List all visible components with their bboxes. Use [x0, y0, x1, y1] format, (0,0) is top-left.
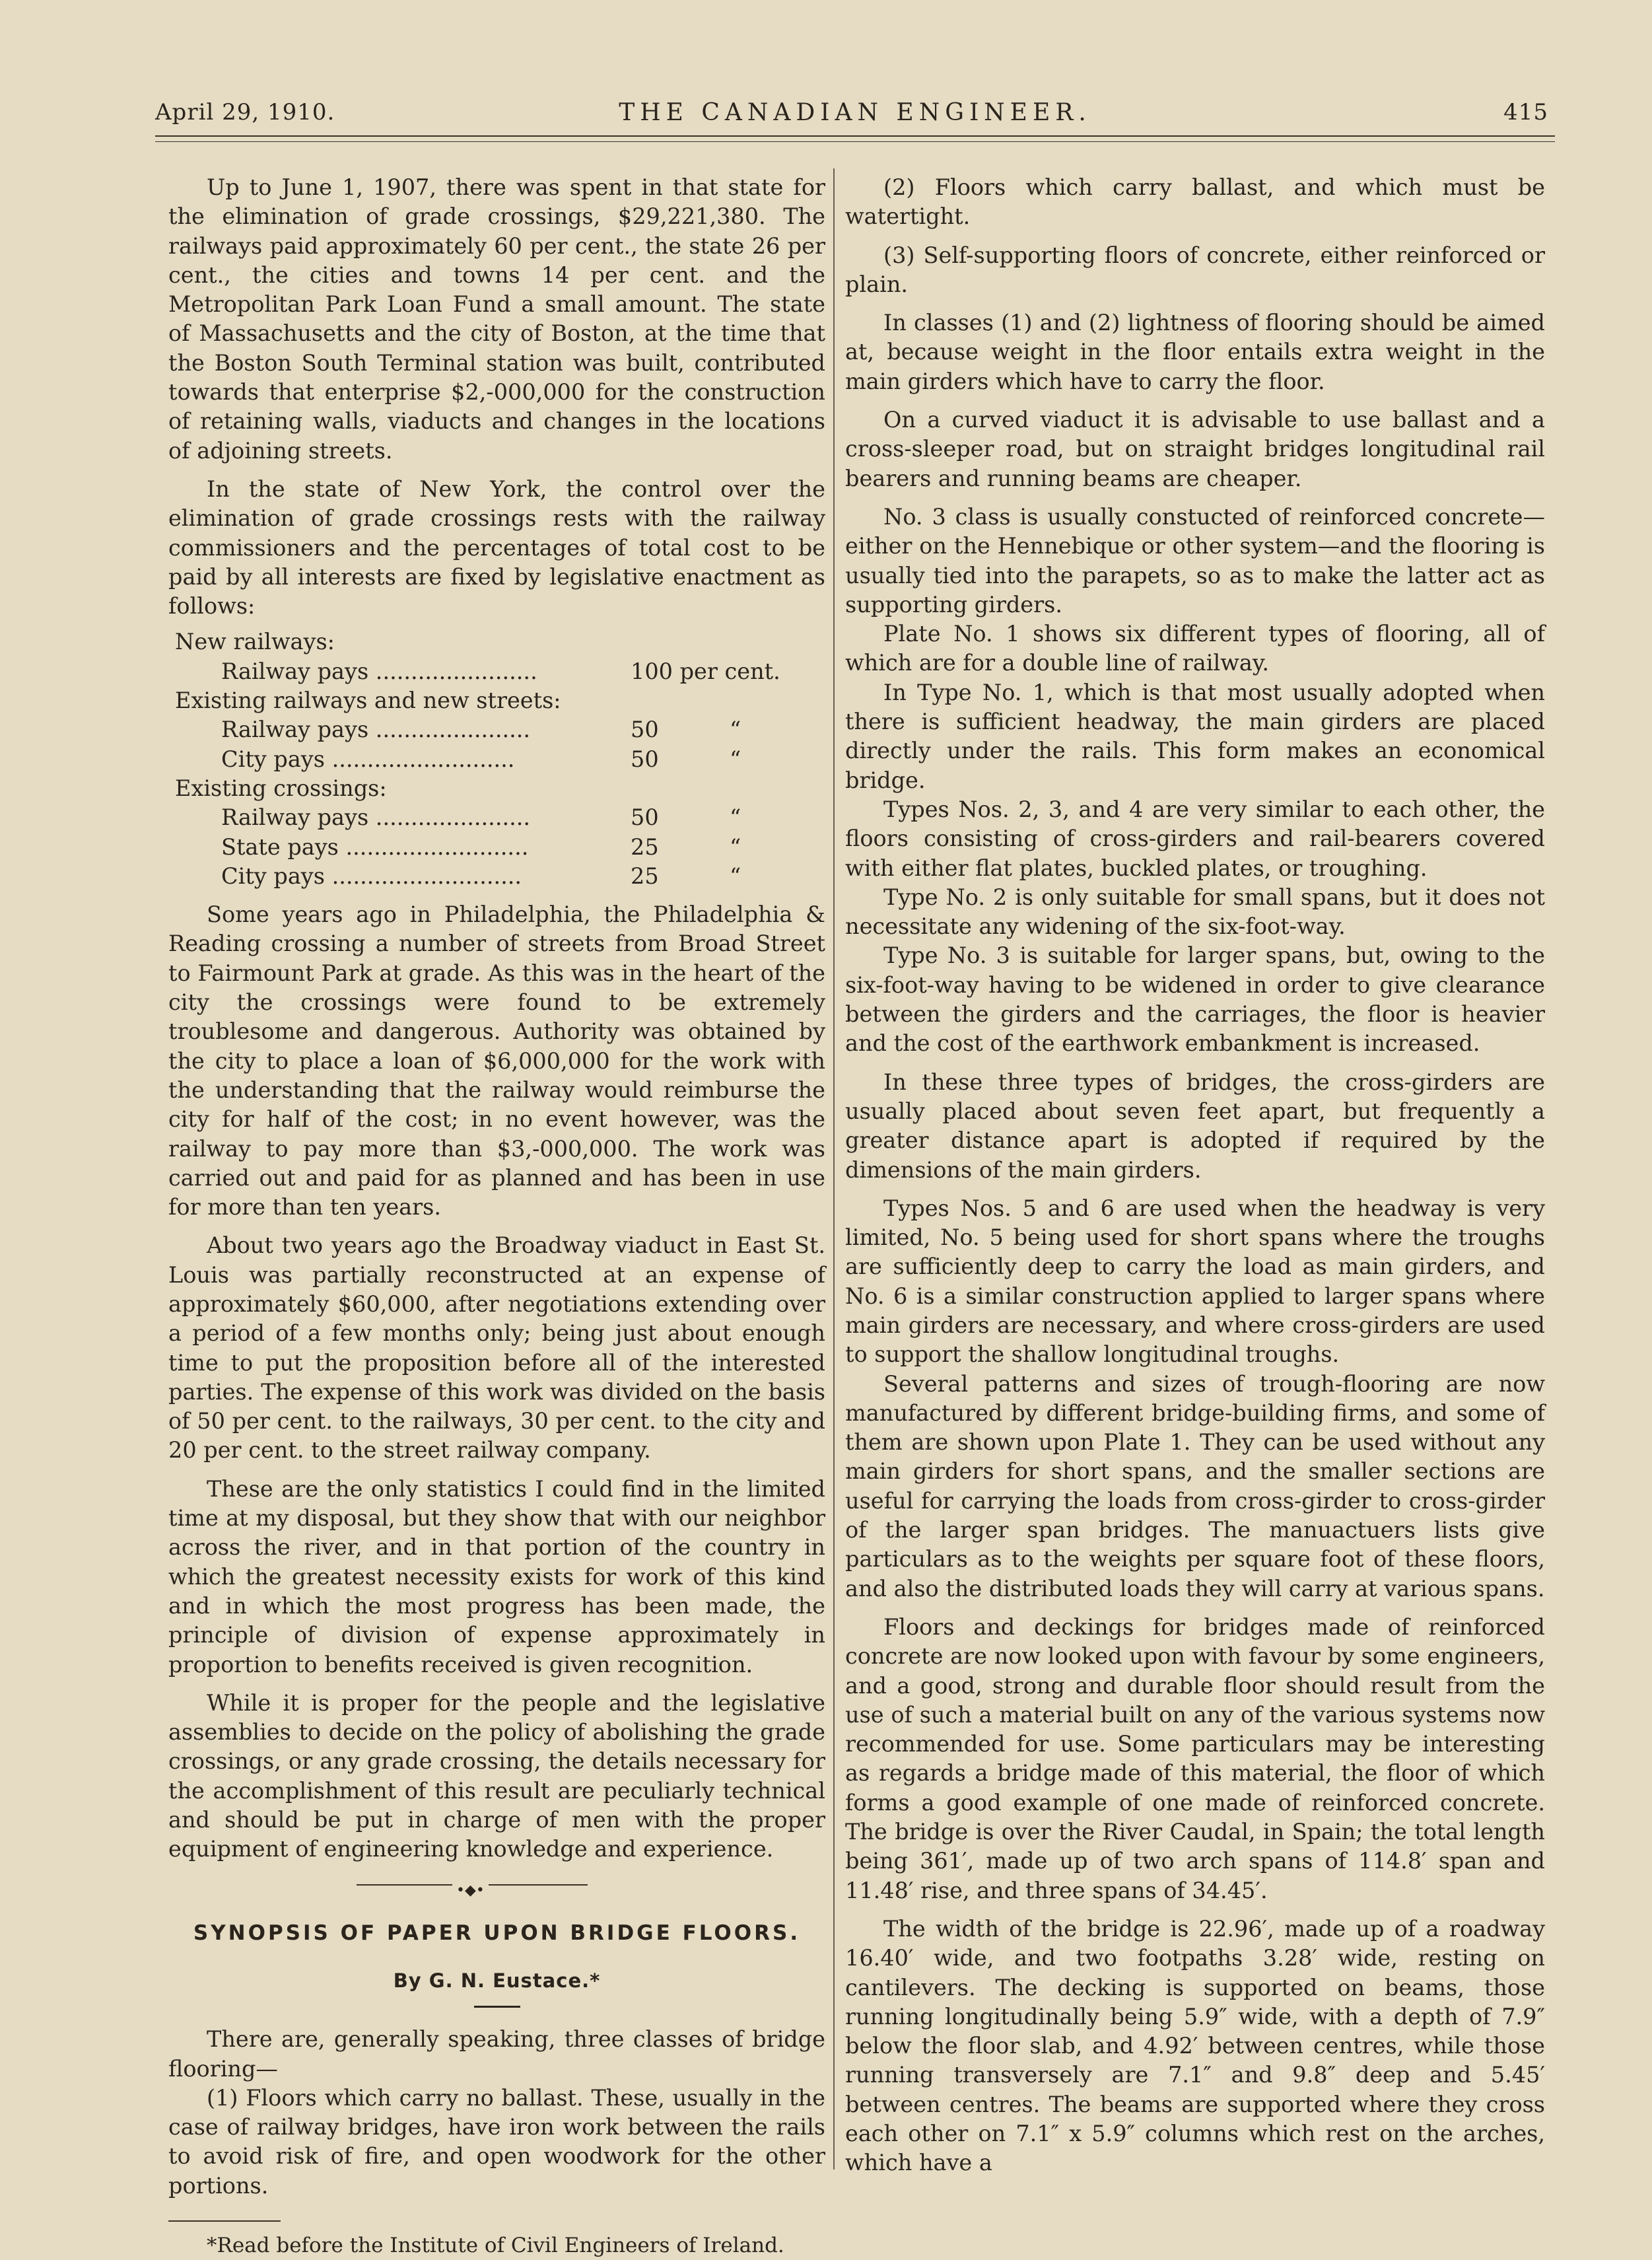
- table-heading-row: [168, 774, 825, 803]
- paragraph: (1) Floors which carry no ballast. These, usually in the case of railway bridges, have iron work between the rails to avoid risk of fire, and open woodwork for the other portions.: [168, 2084, 825, 2199]
- paragraph: No. 3 class is usually constucted of reinforced concrete—either on the Hennebique or other system—and the flooring is usually tied into the parapets, so as to make the latter act as supporting girders.: [845, 503, 1545, 618]
- paragraph: About two years ago the Broadway viaduct in East St. Louis was partially reconstructed at an expense of approximately $60,000, after negotiations extending over a period of a few months only; being just about enough time to put the proposition before all of the interested parties. The expense of this work was divided on the basis of 50 per cent. to the railways, 30 per cent. to the city and 20 per cent. to the street railway company.: [168, 1232, 825, 1464]
- paragraph: While it is proper for the people and the legislative assemblies to decide on the policy of abolishing the grade crossings, or any grade crossing, the details necessary for the accomplishment of this result are peculiarly technical and should be put in charge of men with the proper equipment of engineering knowledge and experience.: [168, 1689, 825, 1862]
- section-separator: [168, 1864, 825, 1904]
- issue-date: April 29, 1910.: [155, 99, 335, 125]
- paragraph: In Type No. 1, which is that most usually adopted when there is sufficient headway, the main girders are placed directly under the rails. This form makes an economical bridge.: [845, 679, 1545, 793]
- paragraph: In these three types of bridges, the cross-girders are usually placed about seven feet apart, but frequently a greater distance apart is adopted if required by the dimensions of the main girders.: [845, 1069, 1545, 1183]
- row-value: 50: [631, 804, 659, 831]
- paragraph: In classes (1) and (2) lightness of flooring should be aimed at, because weight in the floor entails extra weight in the main girders which have to carry the floor.: [845, 310, 1545, 394]
- row-value: 25: [631, 833, 659, 860]
- row-label: City pays ..........................: [221, 746, 515, 772]
- paragraph: In the state of New York, the control over the elimination of grade crossings rests with the railway commissioners and the percentages of total cost to be paid by all interests are fixed by legislative enactment as follows:: [168, 476, 825, 619]
- ditto-mark: “: [730, 833, 741, 860]
- paragraph: Some years ago in Philadelphia, the Philadelphia & Reading crossing a number of streets from Broad Street to Fairmount Park at grade. As this was in the heart of the city the crossings were found to be extremely troublesome and dangerous. Authority was obtained by the city to place a loan of $6,000,000 for the work with the understanding that the railway would reimburse the city for half of the cost; in no event however, was the railway to pay more than $3,-000,000. The work was carried out and paid for as planned and has been in use for more than ten years.: [168, 901, 825, 1220]
- table-row: [168, 862, 825, 891]
- footnote: *Read before the Institute of Civil Engineers of Ireland.: [207, 2234, 784, 2257]
- byline-rule: [474, 2006, 520, 2008]
- paragraph: Plate No. 1 shows six different types of flooring, all of which are for a double line of railway.: [845, 621, 1545, 676]
- paragraph: Type No. 3 is suitable for larger spans, but, owing to the six-foot-way having to be widened in order to give clearance between the girders and the carriages, the floor is heavier and the cost of the earthwork embankment is increased.: [845, 942, 1545, 1057]
- paragraph: Up to June 1, 1907, there was spent in that state for the elimination of grade crossings, $29,221,380. The railways paid approximately 60 per cent., the state 26 per cent., the cities and towns 14 per cent. and the Metropolitan Park Loan Fund a small amount. The state of Massachusetts and the city of Boston, at the time that the Boston South Terminal station was built, contributed towards that enterprise $2,-000,000 for the construction of retaining walls, viaducts and changes in the locations of adjoining streets.: [168, 174, 825, 464]
- journal-title: THE CANADIAN ENGINEER.: [619, 99, 1091, 126]
- row-value: 25: [631, 863, 659, 889]
- paragraph: These are the only statistics I could find in the limited time at my disposal, but they show that with our neighbor across the river, and in that portion of the country in which the greatest necessity exists for work of this kind and in which the most progress has been made, the principle of division of expense approximately in proportion to benefits received is given recognition.: [168, 1475, 825, 1677]
- row-label: Railway pays ......................: [221, 804, 531, 831]
- page-number: 415: [1503, 99, 1548, 125]
- header-rule: [155, 135, 1555, 137]
- paragraph: Floors and deckings for bridges made of reinforced concrete are now looked upon with favour by some engineers, and a good, strong and durable floor should result from the use of such a material built on any of the various systems now recommended for use. Some particulars may be interesting as regards a bridge made of this material, the floor of which forms a good example of one made of reinforced concrete. The bridge is over the River Caudal, in Spain; the total length being 361′, made up of two arch spans of 114.8′ span and 11.48′ rise, and three spans of 34.45′.: [845, 1613, 1545, 1903]
- table-row: [168, 745, 825, 774]
- ditto-mark: “: [730, 863, 741, 889]
- paragraph: The width of the bridge is 22.96′, made up of a roadway 16.40′ wide, and two footpaths 3.28′ wide, resting on cantilevers. The decking is supported on beams, those running longitudinally being 5.9″ wide, with a depth of 7.9″ below the floor slab, and 4.92′ between centres, while those running transversely are 7.1″ and 9.8″ deep and 5.45′ between centres. The beams are supported where they cross each other on 7.1″ x 5.9″ columns which rest on the arches, which have a: [845, 1915, 1545, 2176]
- table-row: [168, 833, 825, 862]
- table-heading: New railways:: [175, 629, 335, 655]
- footnote-rule: [168, 2220, 281, 2222]
- paragraph: There are, generally speaking, three classes of bridge flooring—: [168, 2026, 825, 2082]
- row-value: 50: [631, 717, 659, 743]
- ditto-mark: “: [730, 746, 741, 772]
- table-row: [168, 657, 825, 686]
- table-heading-row: [168, 686, 825, 715]
- table-row: [168, 715, 825, 744]
- paragraph: (3) Self-supporting floors of concrete, either reinforced or plain.: [845, 242, 1545, 297]
- left-column: [168, 173, 825, 2260]
- paragraph: Several patterns and sizes of trough-flooring are now manufactured by different bridge-building firms, and some of them are shown upon Plate 1. They can be used without any main girders for short spans, and the smaller sections are useful for carrying the loads from cross-girder to cross-girder of the larger span bridges. The manuactuers lists give particulars as to the weights per square foot of these floors, and also the distributed loads they will carry at various spans.: [845, 1370, 1545, 1602]
- table-heading: Existing crossings:: [175, 775, 387, 801]
- row-value: 100 per cent.: [631, 658, 780, 684]
- paragraph: (2) Floors which carry ballast, and which must be watertight.: [845, 174, 1545, 230]
- paragraph: Type No. 2 is only suitable for small spans, but it does not necessitate any widening of the six-foot-way.: [845, 884, 1545, 940]
- paragraph: Types Nos. 5 and 6 are used when the headway is very limited, No. 5 being used for short spans where the troughs are sufficiently deep to carry the load as main girders, and No. 6 is a similar construction applied to larger spans where main girders are necessary, and where cross-girders are used to support the shallow longitudinal troughs.: [845, 1195, 1545, 1368]
- page-header: [155, 99, 1555, 139]
- ornament: •◆•: [452, 1876, 489, 1905]
- ditto-mark: “: [730, 717, 741, 743]
- article-byline: By G. N. Eustace.*: [393, 1969, 601, 1992]
- column-divider: [833, 168, 835, 2170]
- article-heading: SYNOPSIS OF PAPER UPON BRIDGE FLOORS.: [193, 1921, 801, 1945]
- row-label: State pays ..........................: [221, 833, 529, 860]
- row-label: Railway pays ......................: [221, 717, 531, 743]
- cost-table: [168, 627, 825, 891]
- row-value: 50: [631, 746, 659, 772]
- paragraph: Types Nos. 2, 3, and 4 are very similar to each other, the floors consisting of cross-girders and rail-bearers covered with either flat plates, buckled plates, or troughing.: [845, 796, 1545, 881]
- right-column: [845, 173, 1545, 2178]
- table-heading: Existing railways and new streets:: [175, 688, 561, 714]
- ditto-mark: “: [730, 804, 741, 831]
- header-rule-thin: [155, 141, 1555, 142]
- row-label: Railway pays .......................: [221, 658, 537, 684]
- paragraph: On a curved viaduct it is advisable to use ballast and a cross-sleeper road, but on straight bridges longitudinal rail bearers and running beams are cheaper.: [845, 407, 1545, 491]
- table-heading-row: [168, 627, 825, 656]
- row-label: City pays ...........................: [221, 863, 522, 889]
- table-row: [168, 803, 825, 832]
